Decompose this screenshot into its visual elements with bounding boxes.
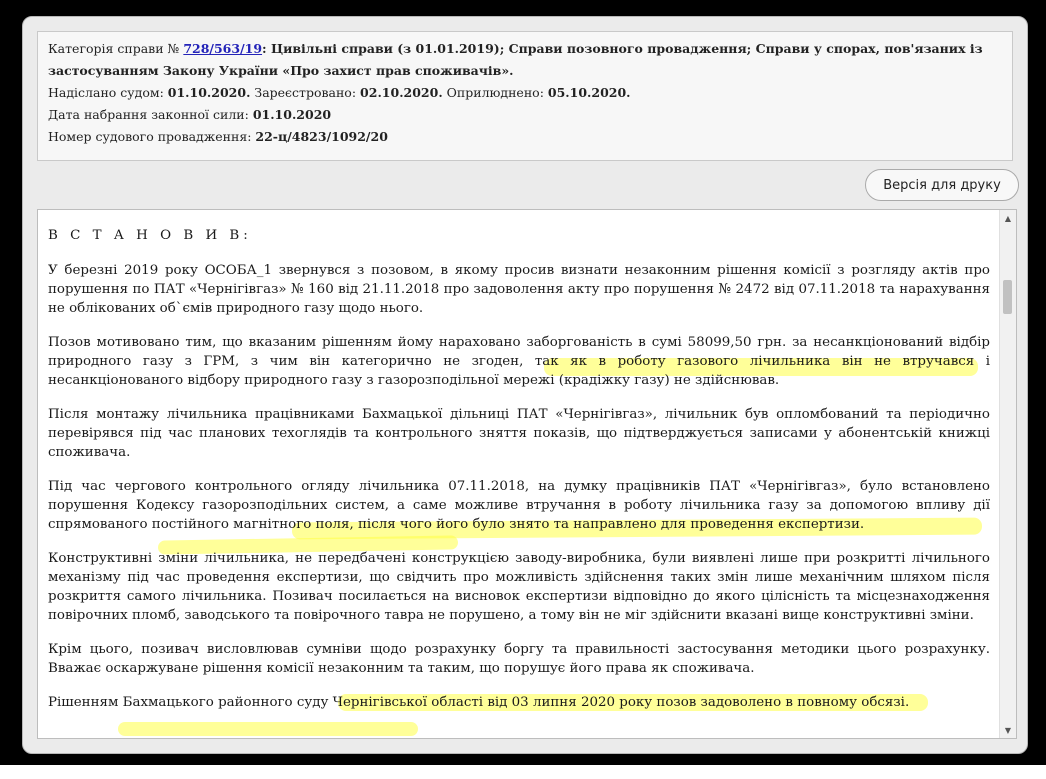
court-decision-window bbox=[22, 16, 1028, 754]
registered-label: Зареєстровано: bbox=[254, 85, 357, 100]
bottom-strip bbox=[0, 765, 1046, 779]
category-label: Категорія справи № bbox=[48, 41, 180, 56]
paragraph: Конструктивні зміни лічильника, не передбачені конструкцією заводу-виробника, були виявлені лише при розкритті лічильного механізму під час проведення експертизи, що свідчить про можливість здійснення таких змін лише механічним шляхом після розкриття самого лічильника. Позивач посилається на висновок експертизи відповідно до якого цілісність та місцезнаходження повірочних пломб, заводського та повірочного тавра не порушено, а тому він не міг здійснити вказані вище конструктивні зміни. bbox=[48, 551, 990, 623]
case-number-link[interactable]: 728/563/19 bbox=[183, 41, 263, 56]
published-label: Оприлюднено: bbox=[446, 85, 544, 100]
paragraph: У березні 2019 року ОСОБА_1 звернувся з позовом, в якому просив визнати незаконним рішення комісії з розгляду актів про порушення по ПАТ «Чернігівгаз» № 160 від 21.11.2018 про задоволення акту про порушення № 2472 від 07.11.2018 та нарахування не облікованих об`ємів природного газу щодо нього. bbox=[48, 263, 990, 316]
paragraph: Під час чергового контрольного огляду лічильника 07.11.2018, на думку працівників ПАТ «Чернігівгаз», було встановлено порушення Кодексу газорозподільних систем, а саме можливе втручання в роботу лічильника газу за допомогою впливу дії спрямованого постійного магнітного поля, після чого його було знято та направлено для проведення експертизи. bbox=[48, 479, 990, 532]
paragraph: Позов мотивовано тим, що вказаним рішенням йому нараховано заборгованість в сумі 58099,50 грн. за несанкціонований відбір природного газу з ГРМ, з чим він категорично не згоден, так як в роботу газового лічильника він не втручався і несанкціонованого відбору природного газу з газорозподільної мережі (крадіжку газу) не здійснював. bbox=[48, 335, 990, 388]
document-heading: В С Т А Н О В И В: bbox=[48, 228, 252, 243]
document-text-area[interactable] bbox=[37, 209, 1017, 739]
scroll-up-arrow-icon[interactable]: ▲ bbox=[1004, 213, 1012, 223]
scrollbar-thumb[interactable] bbox=[1003, 280, 1012, 314]
published-date: 05.10.2020. bbox=[547, 85, 631, 100]
registered-date: 02.10.2020. bbox=[360, 85, 443, 100]
proceeding-label: Номер судового провадження: bbox=[48, 129, 252, 144]
effective-label: Дата набрання законної сили: bbox=[48, 107, 249, 122]
print-version-button[interactable]: Версія для друку bbox=[865, 169, 1019, 201]
sent-date: 01.10.2020. bbox=[167, 85, 251, 100]
effective-date: 01.10.2020 bbox=[252, 107, 332, 122]
paragraph: Рішенням Бахмацького районного суду Чернігівської області від 03 липня 2020 року позов задоволено в повному обсязі. bbox=[48, 695, 910, 710]
case-info-panel bbox=[37, 31, 1013, 161]
document-text bbox=[48, 218, 990, 727]
scroll-down-arrow-icon[interactable]: ▼ bbox=[1004, 725, 1012, 735]
proceeding-number: 22-ц/4823/1092/20 bbox=[255, 129, 388, 144]
paragraph: Після монтажу лічильника працівниками Бахмацької дільниці ПАТ «Чернігівгаз», лічильник був опломбований та періодично перевірявся під час планових техоглядів та контрольного зняття показів, що підтверджується записами у абонентській книжці споживача. bbox=[48, 407, 990, 460]
paragraph: Крім цього, позивач висловлював сумніви щодо розрахунку боргу та правильності застосування методики цього розрахунку. Вважає оскаржуване рішення комісії незаконним та таким, що порушує його права як споживача. bbox=[48, 642, 990, 676]
vertical-scrollbar[interactable] bbox=[999, 210, 1016, 738]
sent-label: Надіслано судом: bbox=[48, 85, 164, 100]
category-text: : Цивільні справи (з 01.01.2019); Справи позовного провадження; Справи у спорах, пов'язаних із застосуванням Закону України «Про захист прав споживачів». bbox=[48, 41, 983, 78]
